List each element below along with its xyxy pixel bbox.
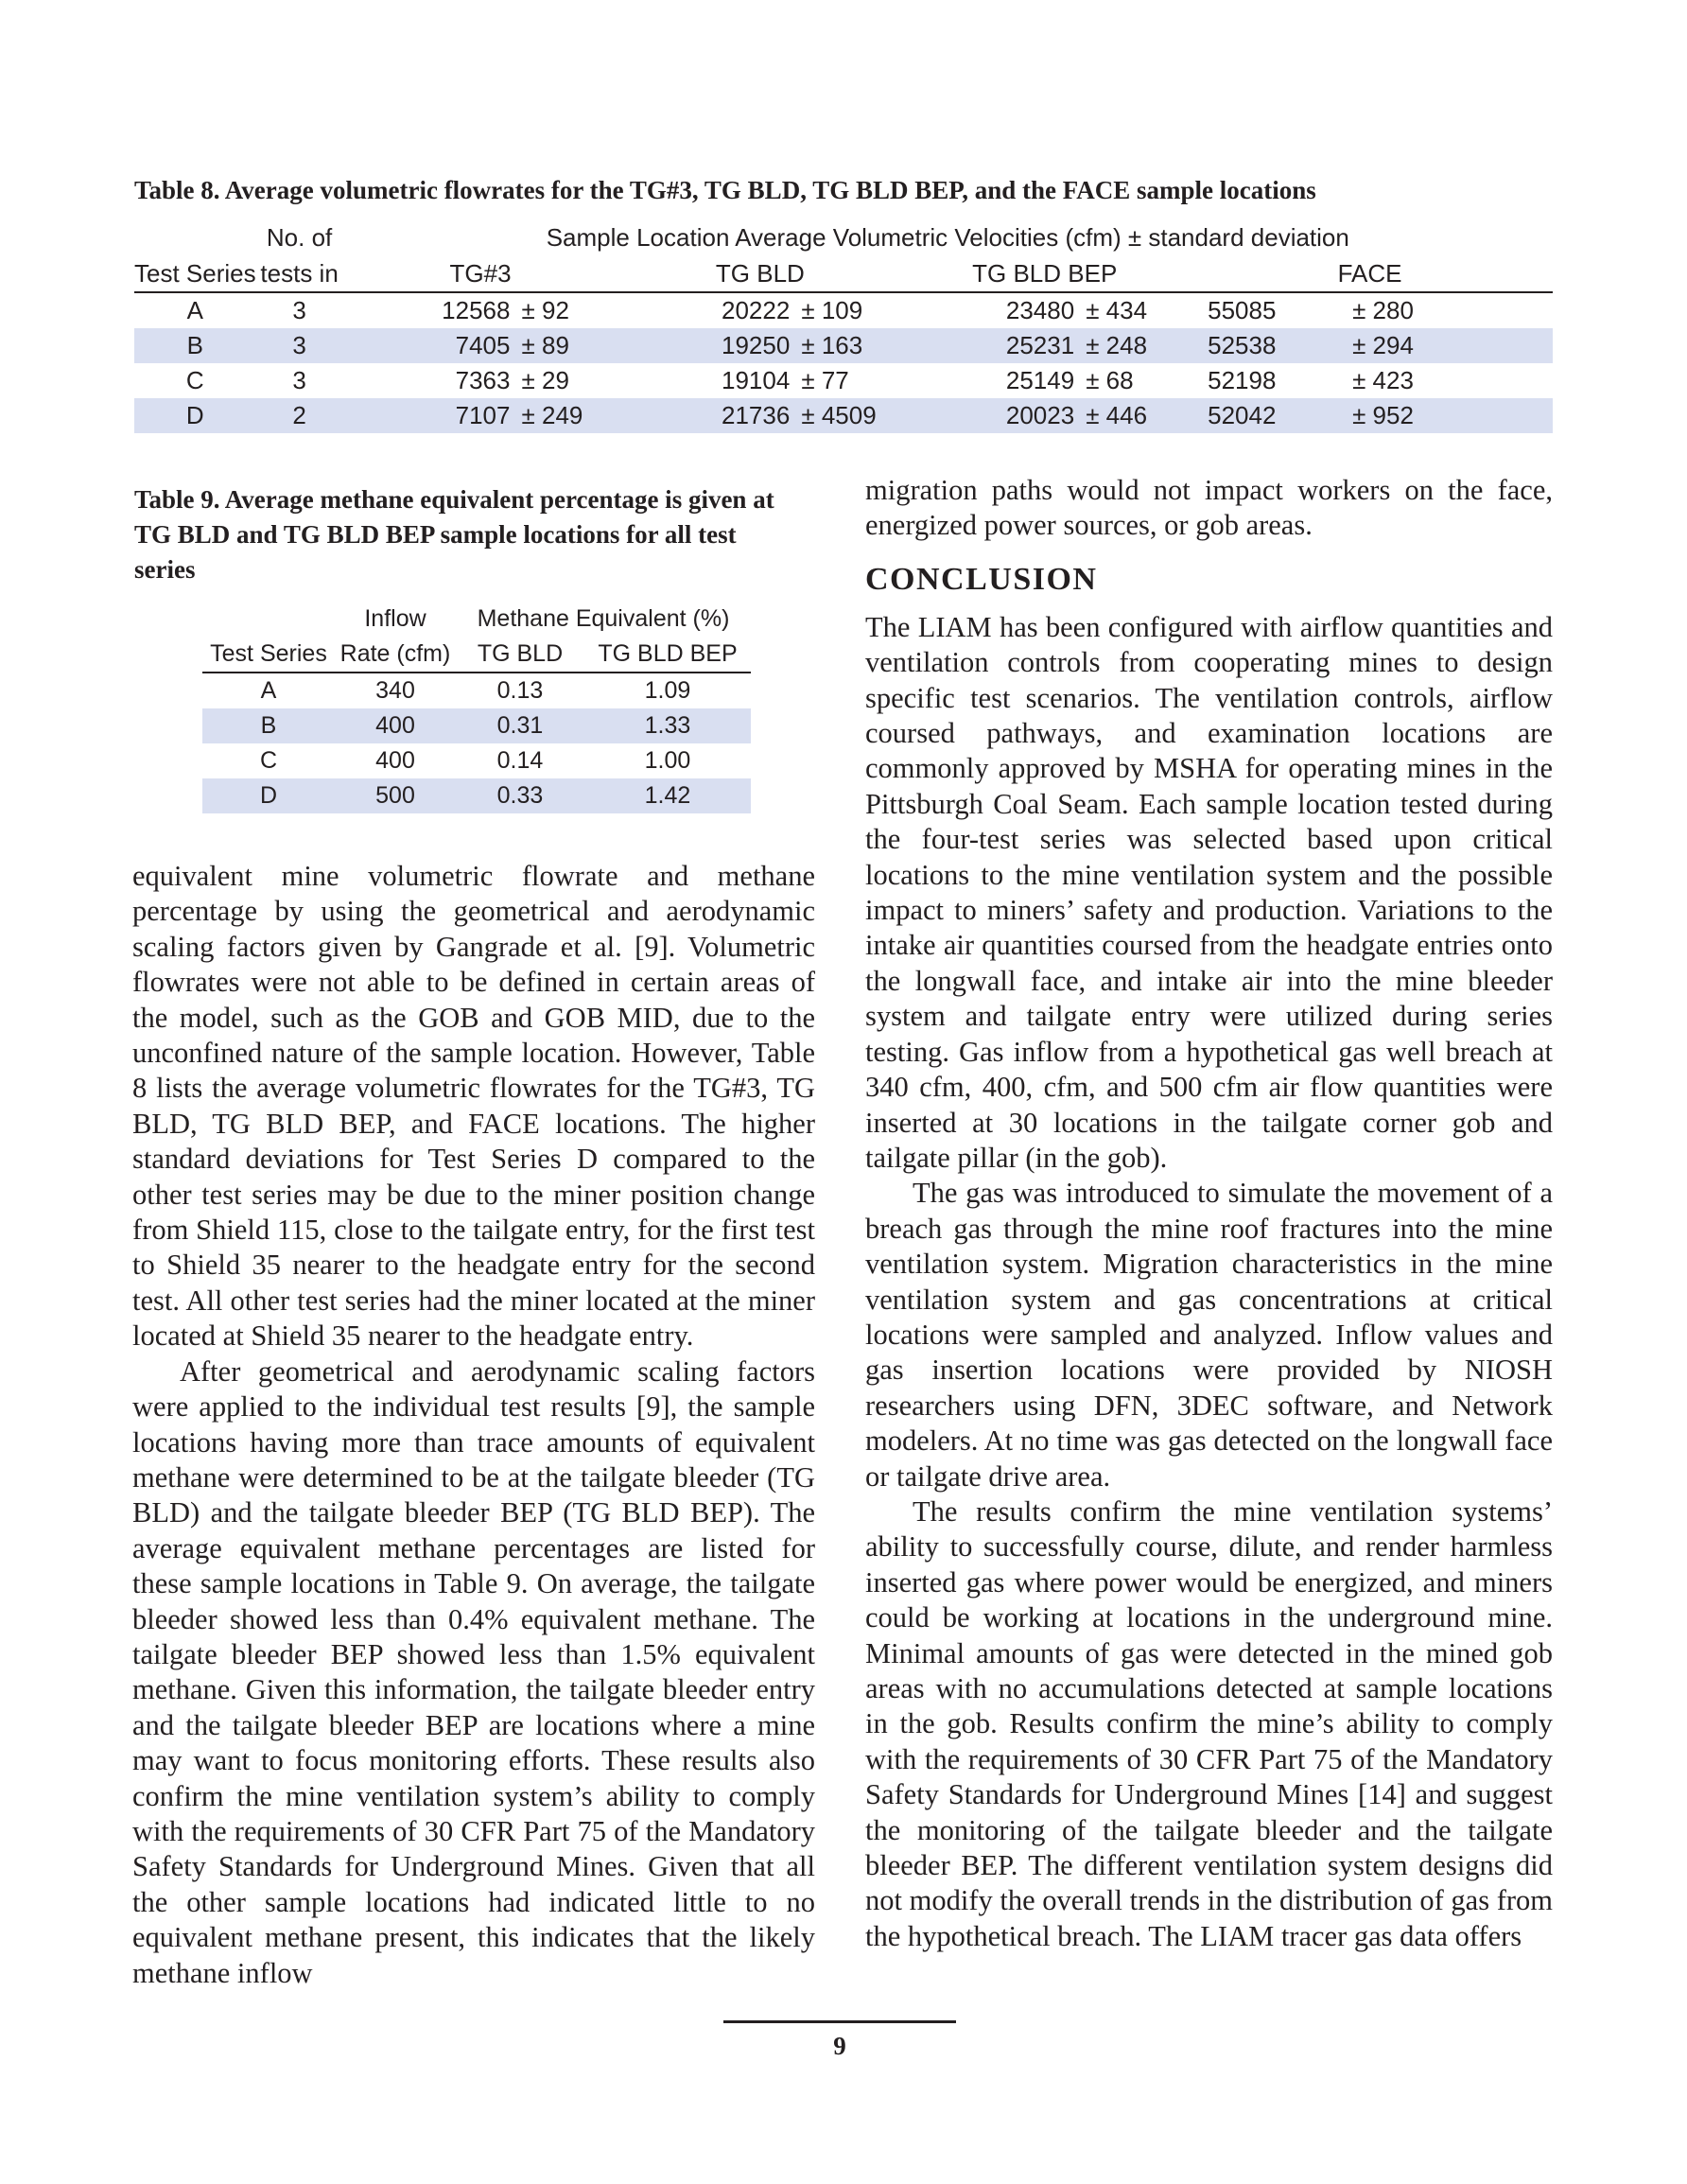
table8-cell-tgbld-sd: ± 77 [801,366,849,394]
table9-caption: Table 9. Average methane equivalent percentage is given at TG BLD and TG BLD BEP sample locations for all test series [134,485,774,584]
table8-cell-tgbep-mean: 20023 [902,398,1080,433]
conclusion-paragraph-2: The gas was introduced to simulate the movement of a breach gas through the mine roof fractures into the mine ventilation system. Migration characteristics in the mine ventilation system and gas concentrations at critical locations were sampled and analyzed. Inflow values and gas insertion locations were provided by NIOSH researchers using DFN, 3DEC software, and Network modelers. At no time was gas detected on the longwall face or tailgate drive area. [865,1177,1553,1493]
table8-header-row-1 [134,219,1553,255]
table8-cell-tgbld-sd: ± 4509 [795,398,902,433]
table8-cell-tgbep-mean: 23480 [1005,296,1075,324]
table9-header-tg-bld-bep: TG BLD BEP [584,637,751,673]
table9-cell-series: C [259,747,278,774]
table9 [202,602,751,813]
table9-header-test-series: Test Series [202,637,335,673]
page-number: 9 [833,2032,846,2060]
table8-cell-series: A [186,296,203,324]
table8-cell-tg3-sd: ± 89 [515,328,617,363]
table8-header-tg3: TG#3 [343,255,618,292]
table9-cell-tg-bld-bep: 1.09 [644,677,691,704]
left-paragraph-2: After geometrical and aerodynamic scaling factors were applied to the individual test results [9], the sample locations having more than trace amounts of equivalent methane were determined to be at the tailgate bleeder (TG BLD) and the tailgate bleeder BEP (TG BLD BEP). The average equivalent methane percentages are listed for these sample locations in Table 9. On average, the tailgate bleeder showed less than 0.4% equivalent methane. The tailgate bleeder BEP showed less than 1.5% equivalent methane. Given this information, the tailgate bleeder entry and the tailgate bleeder BEP are locations where a mine may want to focus monitoring efforts. These results also confirm the mine ventilation system’s ability to comply with the requirements of 30 CFR Part 75 of the Mandatory Safety Standards for Underground Mines. Given that all the other sample locations had indicated little to no equivalent methane present, this indicates that the likely methane inflow [132,1354,815,1989]
table8-cell-series: B [134,328,256,363]
table8-cell-face-mean: 55085 [1208,296,1277,324]
table9-cell-tg-bld: 0.31 [456,708,584,743]
table9-cell-tg-bld-bep: 1.00 [644,747,691,774]
table8-cell-tg3-mean: 7107 [343,398,516,433]
table-row [202,673,751,708]
footer-rule [723,2020,956,2023]
table8-cell-tgbep-mean: 25231 [902,328,1080,363]
table8-cell-tgbep-sd: ± 446 [1080,398,1187,433]
table8-cell-tgbep-sd: ± 68 [1086,366,1134,394]
table9-header-blank [202,602,335,637]
table9-header-group: Methane Equivalent (%) [477,605,730,632]
left-paragraph-1: equivalent mine volumetric flowrate and methane percentage by using the geometrical and aerodynamic scaling factors given by Gangrade et al. [9]. Volumetric flowrates were not able to be defined in certain areas of the model, such as the GOB and GOB MID, due to the unconfined nature of the sample location. However, Table 8 lists the average volumetric flowrates for the TG#3, TG BLD, TG BLD BEP, and FACE locations. The higher standard deviations for Test Series D compared to the other test series may be due to the miner position change from Shield 115, close to the tailgate entry, for the first test to Shield 35 nearer to the headgate entry for the second test. All other test series had the miner located at the miner located at Shield 35 nearer to the headgate entry. [132,860,815,1353]
table9-header-row-1 [202,602,751,637]
table9-cell-series: A [260,677,277,704]
table9-header-tg-bld: TG BLD [456,637,584,673]
table8-cell-tg3-mean: 7405 [343,328,516,363]
right-paragraph-0: migration paths would not impact workers on the face, energized power sources, or gob areas. [865,474,1553,542]
table-row [134,363,1553,398]
table8-cell-tests: 3 [292,296,306,324]
table9-cell-tg-bld-bep: 1.33 [584,708,751,743]
table8-cell-face-sd: ± 952 [1352,398,1553,433]
table-row [134,398,1553,433]
table8-cell-tgbld-mean: 19250 [617,328,795,363]
table8-header-no-of: No. of [266,222,333,252]
table8-header-group: Sample Location Average Volumetric Velocities (cfm) ± standard deviation [546,222,1349,252]
table9-cell-rate: 400 [375,747,415,774]
table8-cell-tgbld-mean: 20222 [722,296,791,324]
table8-cell-tg3-sd: ± 249 [515,398,617,433]
table8-header-tg-bld-bep: TG BLD BEP [902,255,1187,292]
table8-cell-tests: 3 [292,366,306,394]
table-row [134,292,1553,328]
table8-header-test-series: Test Series [134,255,256,292]
table8-cell-tests: 2 [256,398,343,433]
table-row [202,743,751,778]
table8-cell-face-sd: ± 294 [1352,328,1553,363]
table9-cell-tg-bld-bep: 1.42 [584,778,751,813]
table8-header-blank [134,219,256,255]
table9-cell-rate: 400 [335,708,456,743]
conclusion-paragraph-3: The results confirm the mine ventilation systems’ ability to successfully course, dilute, and render harmless inserted gas where power would be energized, and miners could be working at locations in the underground mine. Minimal amounts of gas were detected in the mined gob areas with no accumulations detected at sample locations in the gob. Results confirm the mine’s ability to comply with the requirements of 30 CFR Part 75 of the Mandatory Safety Standards for Underground Mines [14] and suggest the monitoring of the tailgate bleeder and the tailgate bleeder BEP. The different ventilation system designs did not modify the overall trends in the distribution of gas from the hypothetical breach. The LIAM tracer gas data offers [865,1494,1553,1952]
table8-header-row-2 [134,255,1553,292]
table8-cell-tgbld-mean: 19104 [722,366,791,394]
table8 [134,219,1553,433]
table9-cell-tg-bld: 0.33 [456,778,584,813]
table8-cell-tg3-mean: 7363 [455,366,511,394]
table9-header-inflow: Inflow [364,605,426,632]
conclusion-heading: CONCLUSION [865,561,1098,597]
table8-caption: Table 8. Average volumetric flowrates for the TG#3, TG BLD, TG BLD BEP, and the FACE sample locations [134,176,1316,204]
table9-header-row-2 [202,637,751,673]
table8-cell-tg3-mean: 12568 [442,296,511,324]
table9-cell-rate: 340 [375,677,415,704]
table9-cell-tg-bld: 0.13 [496,677,544,704]
table8-cell-tg3-sd: ± 29 [521,366,569,394]
table8-cell-series: D [134,398,256,433]
table8-header-tg-bld: TG BLD [617,255,902,292]
table8-cell-tg3-sd: ± 92 [521,296,569,324]
table8-cell-tgbep-sd: ± 434 [1086,296,1148,324]
table-row [202,778,751,813]
table-row [202,708,751,743]
table8-cell-tests: 3 [256,328,343,363]
table8-cell-tgbep-mean: 25149 [1005,366,1075,394]
table8-header-tests-in: tests in [256,255,343,292]
table8-header-face: FACE [1187,255,1553,292]
table8-cell-series: C [185,366,204,394]
table9-cell-rate: 500 [335,778,456,813]
conclusion-paragraph-1: The LIAM has been configured with airflow quantities and ventilation controls from cooperating mines to design specific test scenarios. The ventilation controls, airflow coursed pathways, and examination locations are commonly approved by MSHA for operating mines in the Pittsburgh Coal Seam. Each sample location tested during the four-test series was selected based upon critical locations to the mine ventilation system and the possible impact to miners’ safety and production. Variations to the intake air quantities coursed from the headgate entries onto the longwall face, and intake air into the mine bleeder system and tailgate entry were utilized during series testing. Gas inflow from a hypothetical gas well breach at 340 cfm, 400, cfm, and 500 cfm air flow quantities were inserted at 30 locations in the tailgate corner gob and tailgate pillar (in the gob). [865,610,1553,1174]
table9-cell-series: D [202,778,335,813]
table-row [134,328,1553,363]
table8-cell-face-mean: 52538 [1187,328,1352,363]
table8-cell-face-sd: ± 423 [1352,366,1414,394]
table8-cell-face-sd: ± 280 [1352,296,1414,324]
table8-cell-tgbld-mean: 21736 [617,398,795,433]
table9-header-rate: Rate (cfm) [335,637,456,673]
right-column [865,473,1553,1954]
table8-cell-face-mean: 52198 [1208,366,1277,394]
table8-cell-tgbld-sd: ± 163 [795,328,902,363]
left-column [132,859,815,1991]
table9-cell-series: B [202,708,335,743]
table9-cell-tg-bld: 0.14 [496,747,544,774]
table8-cell-face-mean: 52042 [1187,398,1352,433]
table8-cell-tgbld-sd: ± 109 [801,296,863,324]
table8-cell-tgbep-sd: ± 248 [1080,328,1187,363]
